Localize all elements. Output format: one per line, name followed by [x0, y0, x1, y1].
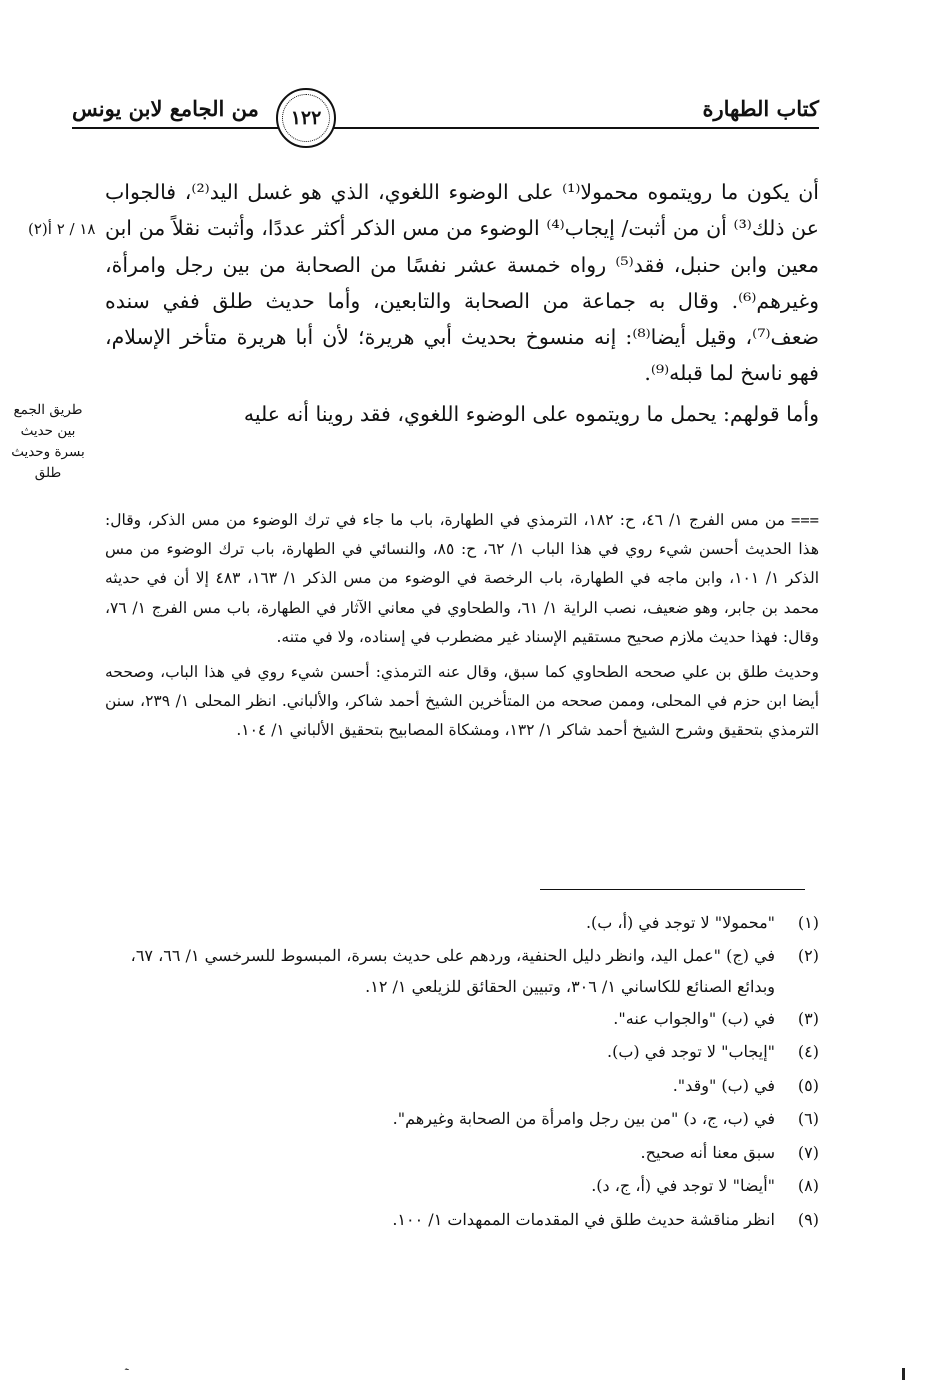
running-head-book-title: كتاب الطهارة	[702, 96, 819, 121]
running-head-collection: من الجامع لابن يونس	[72, 96, 259, 121]
header-rule	[72, 127, 819, 129]
footnote-item	[105, 1035, 819, 1069]
footnote-item	[105, 1002, 819, 1036]
footnote-text: "أيضا" لا توجد في (أ، ج، د).	[591, 1176, 775, 1195]
main-paragraph-1: أن يكون ما رويتموه محمولا⁽¹⁾ على الوضوء اللغوي، الذي هو غسل اليد⁽²⁾، فالجواب عن ذلك⁽³⁾ أن من أثبت/ إيجاب⁽⁴⁾ الوضوء من مس الذكر أكثر عددًا، وأثبت نقلاً من ابن معين وابن حنبل، فقد⁽⁵⁾ رواه خمسة عشر نفسًا من الصحابة من بين رجل وامرأة، وغيرهم⁽⁶⁾. وقال به جماعة من الصحابة والتابعين، وأما حديث طلق ففي سنده ضعف⁽⁷⁾، وقيل أيضا⁽⁸⁾: إنه منسوخ بحديث أبي هريرة؛ لأن أبا هريرة متأخر الإسلام، فهو ناسخ لما قبله⁽⁹⁾.	[105, 180, 819, 386]
commentary-text-1: من مس الفرج ١/ ٤٦، ح: ١٨٢، الترمذي في الطهارة، باب ما جاء في ترك الوضوء من مس الذكر، وقال: هذا الحديث أحسن شيء روي في هذا الباب ١/ ٦٢، ح: ٨٥، والنسائي في الطهارة، باب ترك الوضوء من مس الذكر ١/ ١٠١، وابن ماجه في الطهارة، باب الرخصة في الوضوء من مس الذكر ١/ ١٦٣، ٤٨٣ إلا أن في حديثه محمد بن جابر، وهو ضعيف، نصب الراية ١/ ٦١، والطحاوي في معاني الآثار في الطهارة، باب مس الفرج ١/ ٧٦، وقال: فهذا حديث ملازم صحيح مستقيم الإسناد غير مضطرب في إسناده، ولا في متنه.	[105, 511, 820, 646]
footnote-item	[105, 1136, 819, 1170]
footnote-item	[105, 1102, 819, 1136]
footnote-item	[105, 1203, 819, 1237]
footnote-text: "محمولا" لا توجد في (أ، ب).	[585, 913, 775, 932]
footnote-number: (٣)	[797, 1008, 819, 1028]
footnote-text: في (ب) "والجواب عنه".	[613, 1008, 775, 1028]
main-paragraph-2: وأما قولهم: يحمل ما رويتموه على الوضوء اللغوي، فقد روينا أنه عليه	[243, 401, 819, 426]
footnote-item	[105, 1069, 819, 1103]
footnote-text: في (ب، ج، د) "من بين رجل وامرأة من الصحابة وغيرهم".	[392, 1109, 775, 1128]
footnote-text: "إيجاب" لا توجد في (ب).	[607, 1042, 775, 1061]
footnote-number: (٢)	[797, 945, 819, 965]
footnote-text: في (ج) "عمل اليد، وانظر دليل الحنفية، وردهم على حديث بسرة، المبسوط للسرخسي ١/ ٦٦، ٦٧، وبدائع الصنائع للكاساني ١/ ٣٠٦، وتبيين الحقائق للزيلعي ١/ ١٢.	[130, 945, 775, 996]
footnote-text: سبق معنا أنه صحيح.	[640, 1142, 775, 1162]
margin-manuscript-ref: ١٨ / ٢ أ(٢)	[28, 220, 96, 238]
commentary-block	[105, 506, 819, 746]
page-number-ornament	[276, 88, 336, 148]
footnote-item	[105, 906, 819, 940]
commentary-paragraph-2: وحديث طلق بن علي صححه الطحاوي كما سبق، وقال عنه الترمذي: أحسن شيء روي في هذا الباب، وصححه أيضا ابن حزم في المحلى، وممن صححه من المتأخرين الشيخ أحمد شاكر، والألباني. انظر المحلى ١/ ٢٣٩، سنن الترمذي بتحقيق وشرح الشيخ أحمد شاكر ١/ ١٣٢، ومشكاة المصابيح بتحقيق الألباني ١/ ١٠٤.	[105, 663, 820, 740]
footnote-number: (١)	[797, 913, 819, 932]
scan-mark: ˎ	[115, 1351, 131, 1374]
footnote-number: (٤)	[797, 1042, 819, 1061]
scan-mark	[902, 1368, 905, 1380]
footnote-number: (٨)	[797, 1176, 819, 1195]
footnote-number: (٦)	[797, 1109, 819, 1128]
margin-side-note: طريق الجمع بين حديث بسرة وحديث طلق	[11, 402, 85, 481]
footnote-separator	[540, 889, 805, 890]
main-text	[105, 174, 819, 432]
footnote-text: في (ب) "وقد".	[672, 1075, 775, 1095]
footnote-item	[105, 940, 819, 1002]
page-number: ١٢٢	[290, 107, 322, 129]
footnote-number: (٧)	[797, 1142, 819, 1162]
commentary-paragraph-1	[105, 506, 819, 652]
footnote-number: (٥)	[797, 1075, 819, 1095]
footnote-number: (٩)	[797, 1209, 819, 1229]
footnote-list	[105, 906, 819, 1236]
footnote-text: انظر مناقشة حديث طلق في المقدمات الممهدات ١/ ١٠٠.	[392, 1209, 775, 1229]
footnote-item	[105, 1169, 819, 1203]
continuation-marker: ===	[791, 511, 820, 529]
